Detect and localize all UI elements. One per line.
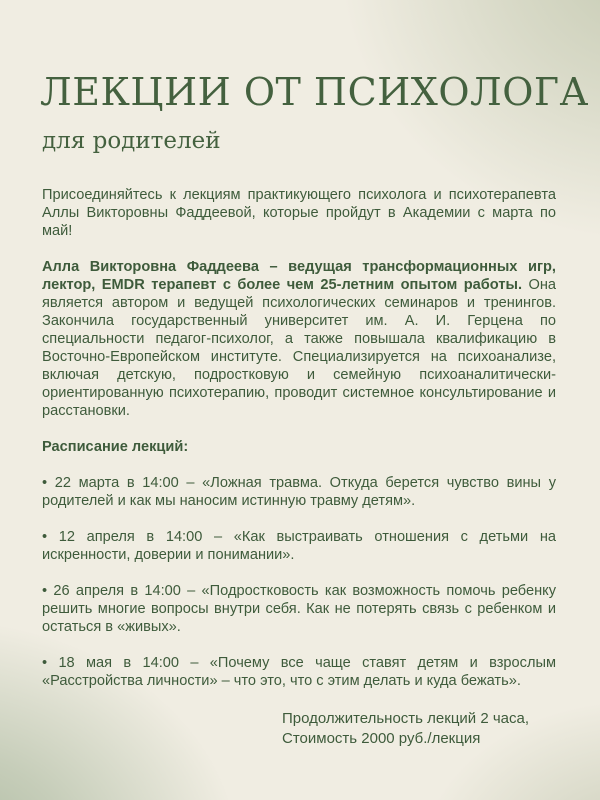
- schedule-item: • 18 мая в 14:00 – «Почему все чаще ставят детям и взрослым «Расстройства личности» – что это, что с этим делать и куда бежать».: [42, 655, 556, 689]
- schedule-item: • 26 апреля в 14:00 – «Подростковость как возможность помочь ребенку решить многие вопросы внутри себя. Как не потерять связь с ребенком и остаться в «живых».: [42, 583, 556, 635]
- schedule-item: • 22 марта в 14:00 – «Ложная травма. Откуда берется чувство вины у родителей и как мы наносим истинную травму детям».: [42, 475, 556, 509]
- duration-text: Продолжительность лекций 2 часа,: [282, 710, 530, 727]
- intro-paragraph: Присоединяйтесь к лекциям практикующего психолога и психотерапевта Аллы Викторовны Фаддеевой, которые пройдут в Академии с марта по май!: [42, 187, 556, 239]
- main-content: [42, 186, 556, 708]
- schedule-item: • 12 апреля в 14:00 – «Как выстраивать отношения с детьми на искренности, доверии и понимании».: [42, 529, 556, 563]
- schedule-title: Расписание лекций:: [42, 439, 189, 455]
- page-title: ЛЕКЦИИ ОТ ПСИХОЛОГА: [40, 70, 589, 114]
- price-text: Стоимость 2000 руб./лекция: [282, 730, 481, 747]
- page-subtitle: для родителей: [42, 128, 221, 154]
- bio-text: Она является автором и ведущей психологических семинаров и тренингов. Закончила государственный университет им. А. И. Герцена по специальности педагог-психолог, а также повышала квалификацию в Восточно-Европейском институте. Специализируется на психоанализе, включая детскую, подростковую и семейную психоаналитически-ориентированную психотерапию, проводит системное консультирование и расстановки.: [42, 277, 556, 419]
- bio-paragraph: [42, 258, 556, 420]
- bio-highlight: Алла Викторовна Фаддеева – ведущая трансформационных игр, лектор, EMDR терапевт с более чем 25-летним опытом работы.: [42, 259, 556, 293]
- lecture-info: [282, 709, 529, 749]
